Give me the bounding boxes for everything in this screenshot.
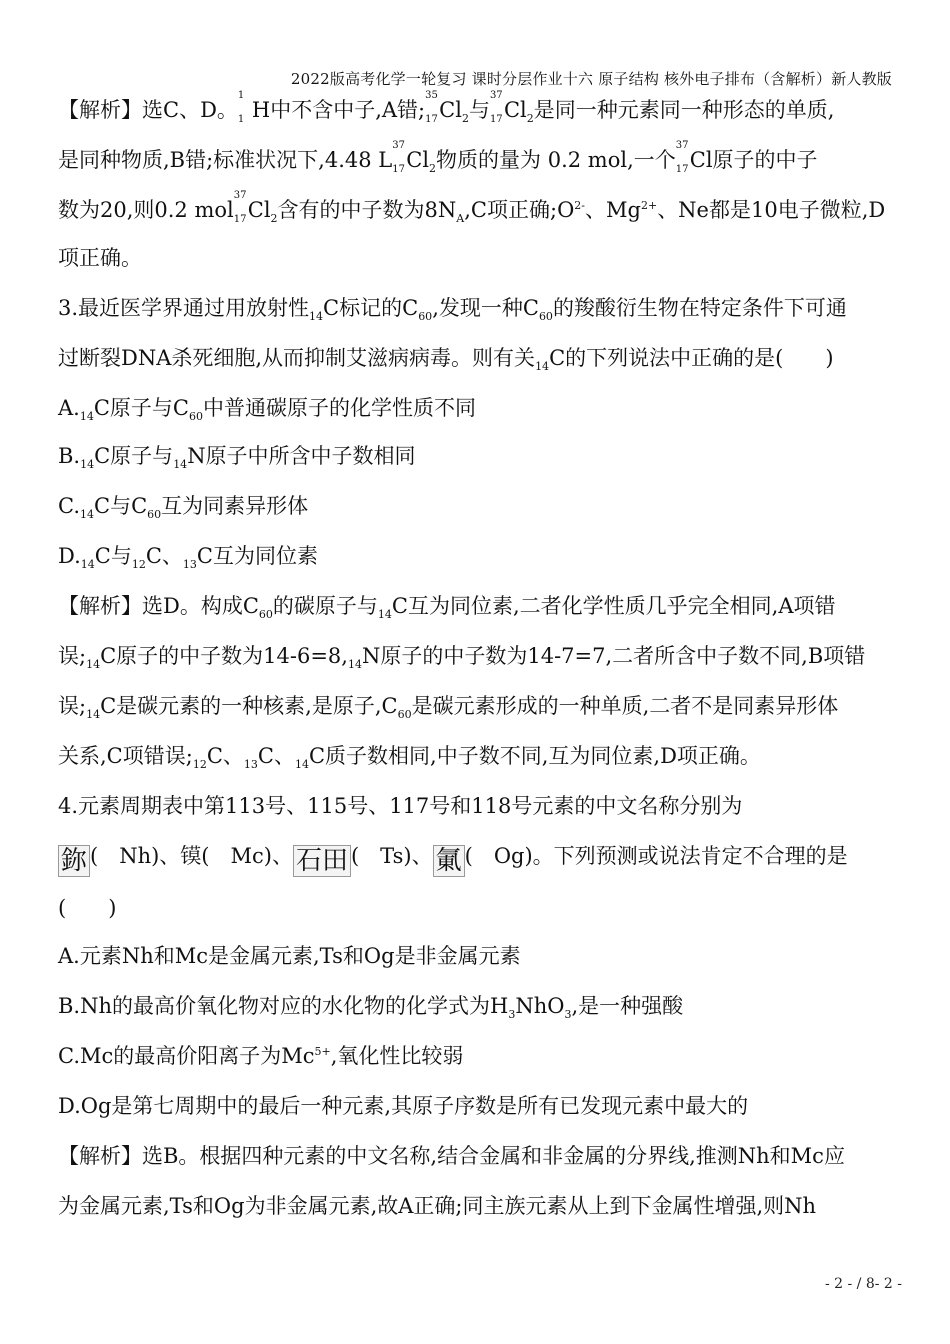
page-header: 2022版高考化学一轮复习 课时分层作业十六 原子结构 核外电子排布（含解析）新人教版 — [290, 70, 892, 88]
analysis-2-line-4: 项正确。 — [58, 246, 142, 270]
q3-text: C标记的C — [323, 296, 419, 320]
q3-stem-line-2: 过断裂DNA杀死细胞,从而抑制艾滋病病毒。则有关$_{14}$C的下列说法中正确的是( ) — [58, 346, 834, 374]
q4-text: C.Mc的最高价阳离子为Mc — [58, 1044, 315, 1068]
analysis-text: 是同种物质,B错;标准状况下,4.48 L — [58, 148, 393, 172]
q3-text: C是碳元素的一种核素,是原子,C — [100, 694, 398, 718]
q3-text: 是碳元素形成的一种单质,二者不是同素异形体 — [411, 694, 839, 718]
q4-analysis-line-2: 为金属元素,Ts和Og为非金属元素,故A正确;同主族元素从上到下金属性增强,则Nh — [58, 1194, 817, 1218]
element-nh-glyph: 鉨 — [58, 845, 90, 877]
q3-text: A. — [58, 396, 80, 420]
analysis-text: Cl原子的中子 — [689, 148, 818, 172]
q3-analysis-line-1: 【解析】选D。构成$C_{60}$的碳原子与$_{14}$C互为同位素,二者化学性质几乎完全相同,A项错 — [58, 594, 836, 622]
q3-text: D. — [58, 544, 81, 568]
q3-text: C原子与C — [93, 396, 189, 420]
analysis-text: 物质的量为 0.2 mol,一个 — [436, 148, 676, 172]
analysis-text: 与 — [468, 98, 490, 122]
q3-text: C互为同位素,二者化学性质几乎完全相同,A项错 — [391, 594, 836, 618]
analysis-text: Cl — [406, 148, 430, 172]
q4-text: NhO — [515, 994, 565, 1018]
q3-text: C原子与 — [94, 444, 174, 468]
q3-text: C质子数相同,中子数不同,互为同位素,D项正确。 — [308, 744, 761, 768]
q3-option-b: $B._{14}C$原子与$_{14}$N原子中所含中子数相同 — [58, 444, 416, 472]
q3-text: 关系,C项错误; — [58, 744, 193, 768]
q4-text: ( Ts)、 — [350, 844, 433, 868]
q3-stem-line-1: 3.最近医学界通过用放射性$_{14}$C标记的$C_{60}$,发现一种$C_{60}$的羧酸衍生物在特定条件下可通 — [58, 296, 847, 324]
q4-analysis-line-1: 【解析】选B。根据四种元素的中文名称,结合金属和非金属的分界线,推测Nh和Mc应 — [58, 1144, 845, 1168]
q3-text: B. — [58, 444, 81, 468]
q3-text: C的下列说法中正确的是( ) — [549, 346, 834, 370]
q4-option-c: C.Mc的最高价阳离子为$Mc^{5+}$,氧化性比较弱 — [58, 1044, 464, 1068]
q3-text: C与 — [94, 544, 132, 568]
q3-text: C与C — [94, 494, 148, 518]
q4-text: ( Og)。下列预测或说法肯定不合理的是 — [464, 844, 848, 868]
q3-analysis-line-2: 误$;_{14}C$原子的中子数为$14-6=8,_{14}N$原子的中子数为14-7=7,二者所含中子数不同,B项错 — [58, 644, 866, 672]
q3-text: C、 — [257, 744, 295, 768]
q3-option-d: $D._{14}C$与$_{12}$C、$_{13}$C互为同位素 — [58, 544, 318, 572]
q3-text: 的羧酸衍生物在特定条件下可通 — [552, 296, 847, 320]
q3-text: 过断裂DNA杀死细胞,从而抑制艾滋病病毒。则有关 — [58, 346, 536, 370]
analysis-text: Cl — [503, 98, 527, 122]
analysis-text: 、Ne都是10电子微粒,D — [657, 198, 886, 222]
element-ts-glyph: 石田 — [293, 845, 351, 877]
q4-option-d: D.Og是第七周期中的最后一种元素,其原子序数是所有已发现元素中最大的 — [58, 1094, 749, 1118]
q4-option-b: B.Nh的最高价氧化物对应的水化物的化学式为$H_3NhO_3$,是一种强酸 — [58, 994, 684, 1022]
q3-text: N原子中所含中子数相同 — [187, 444, 416, 468]
q3-text: N原子的中子数为14-7=7,二者所含中子数不同,B项错 — [361, 644, 866, 668]
q3-text: C、 — [206, 744, 244, 768]
page-number: - 2 - / 8- 2 - — [824, 1276, 902, 1292]
q4-text: ,是一种强酸 — [571, 994, 684, 1018]
q3-text: ,发现一种C — [432, 296, 539, 320]
q3-analysis-line-4: 关系,C项错误$;_{12}C$、$_{13}$C、$_{14}$C质子数相同,中子数不同,互为同位素,D项正确。 — [58, 744, 761, 772]
analysis-text: H中不含中子,A错; — [251, 98, 426, 122]
analysis-text: Cl — [439, 98, 462, 122]
element-og-glyph: 氭 — [433, 845, 465, 877]
q3-text: C、 — [145, 544, 183, 568]
q4-text: ( Nh)、镆( Mc)、 — [90, 844, 293, 868]
q3-text: 的碳原子与 — [272, 594, 378, 618]
q4-text: ,氧化性比较弱 — [330, 1044, 464, 1068]
q3-option-a: $A._{14}C$原子与$C_{60}$中普通碳原子的化学性质不同 — [58, 396, 476, 424]
q3-text: 【解析】选D。构成C — [58, 594, 259, 618]
q3-text: 3.最近医学界通过用放射性 — [58, 296, 310, 320]
q3-text: 误; — [58, 644, 87, 668]
analysis-2-line-3: 数为20,则0.2 mol 37 17 $Cl_2$含有的中子数为$8N_A,C$项正确$;O^{2-}$、$Mg^{2+}$、Ne都是10电子微粒,D — [58, 190, 886, 226]
analysis-text: 数为20,则0.2 mol — [58, 198, 234, 222]
analysis-2-line-1: 【解析】选C、D。 1 1 H中不含中子,A错; 35 17 $Cl_2$与 37 17 $Cl_2$是同一种元素同一种形态的单质, — [58, 90, 835, 126]
q3-analysis-line-3: 误$;_{14}C$是碳元素的一种核素,是原子$,C_{60}$是碳元素形成的一种单质,二者不是同素异形体 — [58, 694, 839, 722]
q3-text: C互为同位素 — [196, 544, 318, 568]
analysis-text: ,C项正确;O — [464, 198, 575, 222]
analysis-text: 含有的中子数为8N — [277, 198, 457, 222]
analysis-text: 、Mg — [585, 198, 641, 222]
q4-option-a: A.元素Nh和Mc是金属元素,Ts和Og是非金属元素 — [58, 944, 521, 968]
q3-text: 误; — [58, 694, 87, 718]
analysis-text: 是同一种元素同一种形态的单质, — [533, 98, 835, 122]
q3-text: 互为同素异形体 — [161, 494, 309, 518]
analysis-text: Cl — [247, 198, 271, 222]
q3-option-c: $C._{14}C$与$C_{60}$互为同素异形体 — [58, 494, 309, 522]
q4-paren: ( ) — [58, 896, 117, 920]
q3-text: C原子的中子数为14-6=8, — [100, 644, 348, 668]
analysis-2-line-2: 是同种物质,B错;标准状况下,4.48 L 37 17 $Cl_2$物质的量为 0.2 mol,一个 37 17 Cl原子的中子 — [58, 140, 818, 176]
q3-text: 中普通碳原子的化学性质不同 — [202, 396, 476, 420]
analysis-text: 【解析】选C、D。 — [58, 98, 238, 122]
q4-stem-line-1: 4.元素周期表中第113号、115号、117号和118号元素的中文名称分别为 — [58, 794, 743, 818]
q4-text: B.Nh的最高价氧化物对应的水化物的化学式为H — [58, 994, 509, 1018]
q3-text: C. — [58, 494, 80, 518]
q4-stem-line-2 — [58, 844, 900, 877]
